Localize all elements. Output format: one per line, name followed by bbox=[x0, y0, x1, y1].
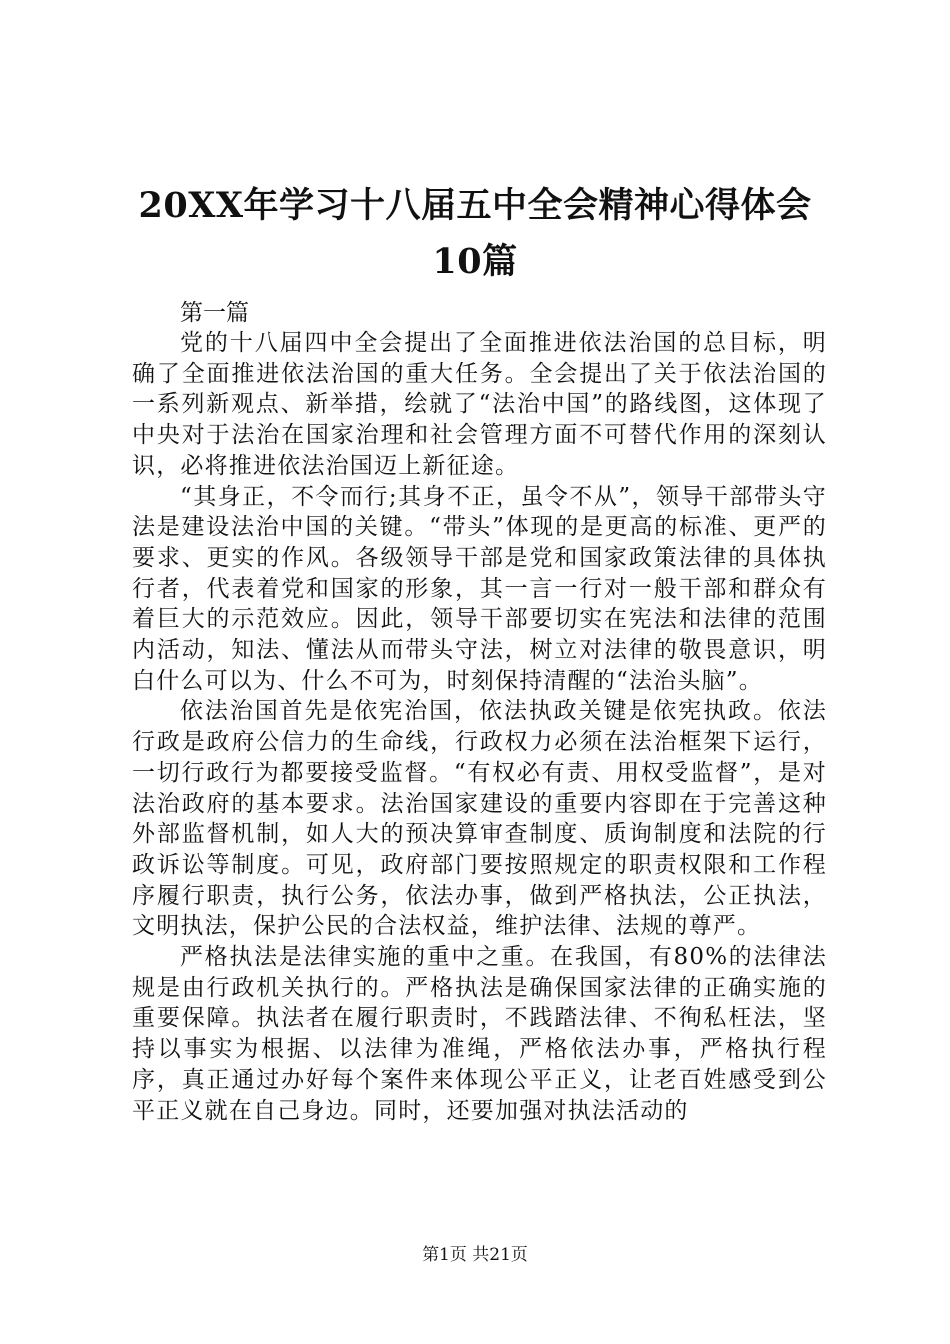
section-heading: 第一篇 bbox=[180, 300, 249, 326]
paragraph-3: 依法治国首先是依宪治国，依法执政关键是依宪执政。依法行政是政府公信力的生命线，行政权力必须在法治框架下运行，一切行政行为都要接受监督。“有权必有责、用权受监督”，是对法治政府的基本要求。法治国家建设的重要内容即在于完善这种外部监督机制，如人大的预决算审查制度、质询制度和法院的行政诉讼等制度。可见，政府部门要按照规定的职责权限和工作程序履行职责，执行公务，依法办事，做到严格执法，公正执法，文明执法，保护公民的合法权益，维护法律、法规的尊严。 bbox=[132, 698, 827, 940]
document-title: 20XX年学习十八届五中全会精神心得体会10篇 bbox=[138, 185, 812, 282]
paragraph-4: 严格执法是法律实施的重中之重。在我国，有80%的法律法规是由行政机关执行的。严格执法是确保国家法律的正确实施的重要保障。执法者在履行职责时，不践踏法律、不徇私枉法，坚持以事实为根据、以法律为准绳，严格依法办事，严格执行程序，真正通过办好每个案件来体现公平正义，让老百姓感受到公平正义就在自己身边。同时，还要加强对执法活动的 bbox=[132, 944, 827, 1124]
document-body bbox=[132, 298, 827, 1126]
paragraph-2: “其身正，不令而行;其身不正，虽令不从”，领导干部带头守法是建设法治中国的关键。“带头”体现的是更高的标准、更严的要求、更实的作风。各级领导干部是党和国家政策法律的具体执行者，代表着党和国家的形象，其一言一行对一般干部和群众有着巨大的示范效应。因此，领导干部要切实在宪法和法律的范围内活动，知法、懂法从而带头守法，树立对法律的敬畏意识，明白什么可以为、什么不可为，时刻保持清醒的“法治头脑”。 bbox=[132, 483, 827, 694]
paragraph-1: 党的十八届四中全会提出了全面推进依法治国的总目标，明确了全面推进依法治国的重大任务。全会提出了关于依法治国的一系列新观点、新举措，绘就了“法治中国”的路线图，这体现了中央对于法治在国家治理和社会管理方面不可替代作用的深刻认识，必将推进依法治国迈上新征途。 bbox=[132, 330, 827, 479]
page-footer: 第1页 共21页 bbox=[422, 1245, 528, 1265]
